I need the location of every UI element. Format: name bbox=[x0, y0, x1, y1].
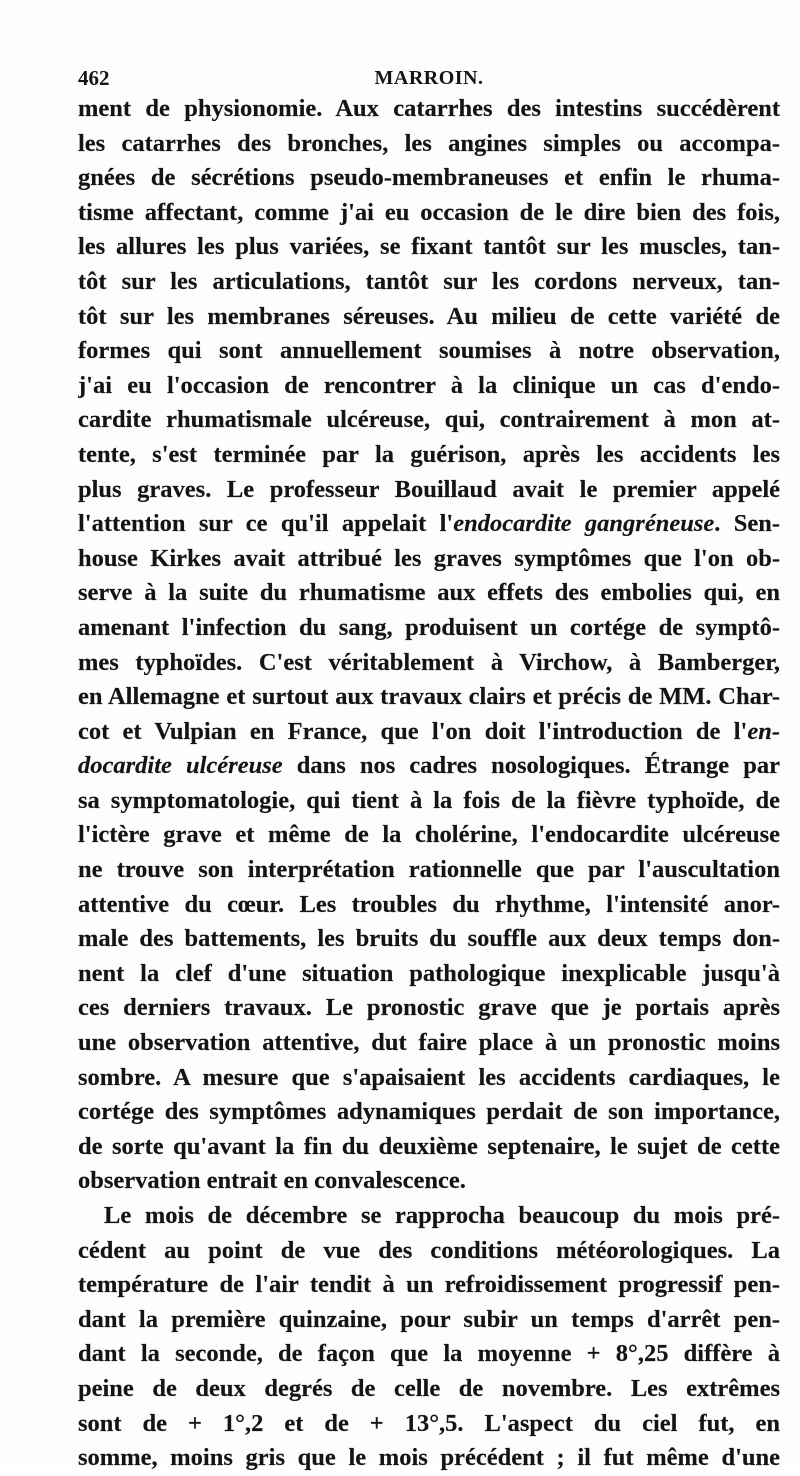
text-line: tôt sur les articulations, tantôt sur les cordons nerveux, tan- bbox=[78, 267, 780, 295]
text-segment: . Sen- bbox=[714, 510, 780, 538]
italic-term: endocardite gangréneuse bbox=[453, 510, 715, 538]
text-line: amenant l'infection du sang, produisent un cortége de symptô- bbox=[78, 613, 780, 641]
text-line: tôt sur les membranes séreuses. Au milieu de cette variété de bbox=[78, 302, 780, 330]
text-line: attentive du cœur. Les troubles du rhythme, l'intensité anor- bbox=[78, 890, 780, 918]
text-line: house Kirkes avait attribué les graves symptômes que l'on ob- bbox=[78, 544, 780, 572]
italic-term: docardite ulcéreuse bbox=[78, 752, 283, 780]
text-line: en Allemagne et surtout aux travaux clairs et précis de MM. Char- bbox=[78, 683, 780, 711]
text-line: les allures les plus variées, se fixant tantôt sur les muscles, tan- bbox=[78, 233, 780, 261]
text-line: mes typhoïdes. C'est véritablement à Virchow, à Bamberger, bbox=[78, 648, 780, 676]
text-line bbox=[78, 507, 780, 542]
body-text bbox=[78, 92, 780, 1476]
text-line: serve à la suite du rhumatisme aux effets des embolies qui, en bbox=[78, 579, 780, 607]
text-line: cédent au point de vue des conditions météorologiques. La bbox=[78, 1236, 780, 1264]
running-head bbox=[78, 64, 780, 92]
text-line: ces derniers travaux. Le pronostic grave que je portais après bbox=[78, 994, 780, 1022]
text-line: gnées de sécrétions pseudo-membraneuses et enfin le rhuma- bbox=[78, 164, 780, 192]
text-line: formes qui sont annuellement soumises à notre observation, bbox=[78, 337, 780, 365]
text-line: l'ictère grave et même de la cholérine, l'endocardite ulcéreuse bbox=[78, 821, 780, 849]
text-line: tente, s'est terminée par la guérison, après les accidents les bbox=[78, 440, 780, 468]
text-line: j'ai eu l'occasion de rencontrer à la clinique un cas d'endo- bbox=[78, 371, 780, 399]
running-title: MARROIN. bbox=[374, 67, 484, 89]
text-line: température de l'air tendit à un refroidissement progressif pen- bbox=[78, 1271, 780, 1299]
text-line bbox=[78, 749, 780, 784]
text-line: cortége des symptômes adynamiques perdait de son importance, bbox=[78, 1098, 780, 1126]
text-line: tisme affectant, comme j'ai eu occasion de le dire bien des fois, bbox=[78, 198, 780, 226]
text-line: les catarrhes des bronches, les angines simples ou accompa- bbox=[78, 129, 780, 157]
text-line: peine de deux degrés de celle de novembre. Les extrêmes bbox=[78, 1374, 780, 1402]
text-line: cardite rhumatismale ulcéreuse, qui, contrairement à mon at- bbox=[78, 406, 780, 434]
text-line: nent la clef d'une situation pathologique inexplicable jusqu'à bbox=[78, 959, 780, 987]
text-line: une observation attentive, dut faire place à un pronostic moins bbox=[78, 1029, 780, 1057]
text-line: somme, moins gris que le mois précédent ; il fut même d'une bbox=[78, 1444, 780, 1472]
text-line: ne trouve son interprétation rationnelle que par l'auscultation bbox=[78, 856, 780, 884]
text-line bbox=[78, 715, 780, 750]
text-line: sombre. A mesure que s'apaisaient les accidents cardiaques, le bbox=[78, 1063, 780, 1091]
text-segment: dans nos cadres nosologiques. Étrange par bbox=[282, 752, 780, 780]
text-line: male des battements, les bruits du souffle aux deux temps don- bbox=[78, 925, 780, 953]
page-number: 462 bbox=[78, 66, 110, 90]
text-line: observation entrait en convalescence. bbox=[78, 1167, 466, 1195]
text-segment: l'attention sur ce qu'il appelait l' bbox=[78, 510, 454, 538]
text-line: dant la seconde, de façon que la moyenne + 8°,25 diffère à bbox=[78, 1340, 780, 1368]
text-segment: cot et Vulpian en France, que l'on doit l'introduction de l' bbox=[78, 717, 748, 745]
text-line: sont de + 1°,2 et de + 13°,5. L'aspect du ciel fut, en bbox=[78, 1409, 780, 1437]
text-line: dant la première quinzaine, pour subir un temps d'arrêt pen- bbox=[78, 1305, 780, 1333]
text-line: Le mois de décembre se rapprocha beaucoup du mois pré- bbox=[104, 1202, 780, 1229]
text-line: plus graves. Le professeur Bouillaud avait le premier appelé bbox=[78, 475, 780, 503]
text-line: ment de physionomie. Aux catarrhes des intestins succédèrent bbox=[78, 95, 780, 122]
text-line: de sorte qu'avant la fin du deuxième septenaire, le sujet de cette bbox=[78, 1132, 780, 1160]
text-line: sa symptomatologie, qui tient à la fois de la fièvre typhoïde, de bbox=[78, 786, 780, 814]
italic-term: en- bbox=[747, 717, 780, 745]
